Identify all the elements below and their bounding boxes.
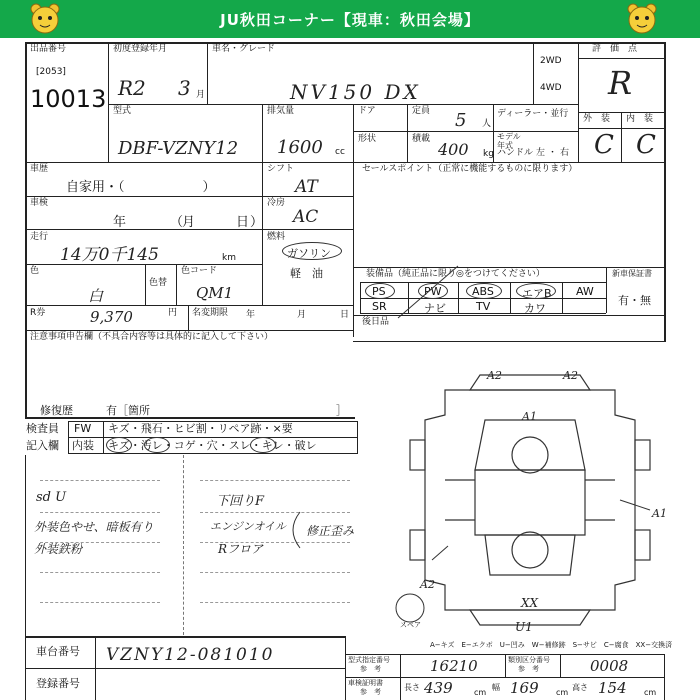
mark-a2-rear-left: A2 <box>420 578 435 591</box>
mark-a1-side: A1 <box>652 507 667 520</box>
chassis-label: 車台番号 <box>36 645 80 658</box>
dims-length: 439 <box>424 679 453 697</box>
equip-leather: カワ <box>524 302 546 315</box>
new-warranty-value: 有・無 <box>618 294 651 307</box>
color-code-label: 色コード <box>181 266 218 276</box>
doors-label: ドア <box>358 106 376 116</box>
lot-label: 出品番号 <box>30 44 67 54</box>
spare-label: スペア <box>400 621 421 629</box>
checks-entry: 記入欄 <box>26 439 59 452</box>
dashed-divider <box>183 455 184 635</box>
ac-label: 冷房 <box>267 198 286 208</box>
note-left-1: sd U <box>36 490 67 505</box>
equip-abs: ABS <box>472 285 494 298</box>
note-right-4: 修正歪み <box>306 524 355 538</box>
inspection-day: 日 <box>236 215 250 230</box>
note-right-1: 下回りF <box>216 494 265 509</box>
color-paint-label: 色替 <box>149 278 168 288</box>
mascot-left-icon <box>28 2 62 36</box>
lot-small-number: [2053] <box>36 67 66 77</box>
equip-airbag-circle <box>516 283 556 299</box>
grade-interior-value: C <box>636 130 656 160</box>
transfer-month: 月 <box>297 310 307 320</box>
handle-right: 右 <box>560 148 570 158</box>
mark-xx-rear: XX <box>521 596 539 610</box>
ac-value: AC <box>293 207 319 227</box>
color-code-value: QM1 <box>196 284 234 302</box>
checks-fw-text: キズ・飛石・ヒビ割・リペア跡・×要 <box>108 422 293 435</box>
equip-airbag: エアB <box>522 287 552 300</box>
checks-fw: FW <box>74 422 92 435</box>
shape-label: 形状 <box>358 134 377 144</box>
recycle-value: 9,370 <box>90 308 133 326</box>
dims-height-label: 高さ <box>572 683 588 692</box>
bracket-mark <box>284 510 306 550</box>
capacity-unit: 人 <box>482 119 492 129</box>
equip-tv: TV <box>476 300 491 313</box>
shift-label: シフト <box>267 164 295 174</box>
new-warranty-label: 新車保証書 <box>612 269 652 278</box>
shift-value: AT <box>295 177 318 197</box>
mileage-value: 14万0千145 <box>60 245 159 265</box>
capacity-label: 定員 <box>412 106 431 116</box>
mark-u1-rear: U1 <box>515 620 533 634</box>
grade-interior-label: 内 装 <box>626 114 654 124</box>
equip-abs-circle <box>466 283 502 299</box>
checks-inspector: 検査員 <box>26 422 59 435</box>
equipment-label: 装備品（純正品に限り◎をつけてください） <box>366 269 545 279</box>
inspection-year: 年 <box>113 215 127 230</box>
dims-width-label: 幅 <box>492 683 500 692</box>
transfer-day: 日 <box>340 310 350 320</box>
mark-a2-front-left: A2 <box>487 369 502 382</box>
dims-height: 154 <box>598 679 627 697</box>
sales-label: セールスポイント（正常に機能するものに限ります） <box>362 164 578 174</box>
equip-sr: SR <box>372 300 387 313</box>
drive-4wd: 4WD <box>540 83 562 93</box>
displacement-label: 排気量 <box>267 106 295 116</box>
load-value: 400 <box>438 140 469 159</box>
note-left-3: 外装鉄粉 <box>34 542 83 556</box>
note-left-2: 外装色やせ、暗板有り <box>34 520 154 534</box>
recycle-label: R券 <box>30 308 46 318</box>
color-value: 白 <box>88 287 104 305</box>
type-number-label: 型式指定番号 <box>348 656 390 664</box>
mascot-right-icon <box>625 2 659 36</box>
equip-ps: PS <box>372 285 386 298</box>
page-title: JU秋田コーナー【現車：秋田会場】 <box>220 11 480 29</box>
load-unit: kg <box>483 149 494 159</box>
type-label: 型式 <box>113 106 132 116</box>
grade-label: 評 価 点 <box>592 44 638 54</box>
handle-left: 左 <box>536 148 546 158</box>
type-value: DBF-VZNY12 <box>118 138 239 159</box>
equip-aw: AW <box>576 285 594 298</box>
rear-seat-label: 後日品 <box>362 317 390 327</box>
model-value: NV150 DX <box>290 80 421 104</box>
history-label: 車歴 <box>30 164 49 174</box>
capacity-value: 5 <box>455 110 467 131</box>
inspection-label: 車検 <box>30 198 49 208</box>
registration-year: R2 <box>118 76 146 100</box>
dealer-label: ディーラー・並行 <box>497 109 569 119</box>
displacement-unit: cc <box>335 147 345 157</box>
repair-label: 修復歴 <box>40 404 73 417</box>
notes-label: 注意事項申告欄（不具合内容等は具体的に記入して下さい） <box>30 332 274 342</box>
inspection-month: 月 <box>182 215 196 230</box>
color-label: 色 <box>30 266 40 276</box>
model-year-label: モデル年式 <box>497 132 521 150</box>
fuel-label: 燃料 <box>267 232 286 242</box>
recycle-unit: 円 <box>168 308 178 318</box>
note-right-2: エンジンオイル <box>210 520 286 533</box>
dims-label: 車検証明書 <box>348 679 383 687</box>
fuel-diesel: 軽 油 <box>290 267 323 280</box>
equipment-slash-mark <box>388 262 468 322</box>
class-number-label: 類別区分番号 <box>508 656 550 664</box>
equip-navi: ナビ <box>424 302 446 315</box>
displacement-value: 1600 <box>277 137 323 158</box>
lot-number: 10013 <box>30 85 107 113</box>
fuel-gas-circle <box>282 242 342 260</box>
equip-pw: PW <box>424 285 442 298</box>
class-number-value: 0008 <box>590 657 629 675</box>
grade-exterior-label: 外 装 <box>583 114 611 124</box>
dims-length-label: 長さ <box>404 683 420 692</box>
registration-label: 初度登録年月 <box>113 44 168 54</box>
dims-width: 169 <box>510 679 539 697</box>
type-number-value: 16210 <box>430 657 478 675</box>
grade-exterior-value: C <box>594 130 614 160</box>
fuel-gas: ガソリン <box>287 247 331 260</box>
handle-label: ハンドル <box>497 148 534 158</box>
mark-a1-hood: A1 <box>522 410 537 423</box>
damage-legend: A−キズ E−エクボ U−凹み W−補修跡 S−サビ C−腐食 XX−交換済 <box>430 641 673 649</box>
mark-a2-front-right: A2 <box>563 369 578 382</box>
note-right-3: Rフロア <box>218 542 264 556</box>
drive-2wd: 2WD <box>540 56 562 66</box>
mileage-unit: km <box>222 253 236 263</box>
repair-value: 有［箇所 <box>106 404 150 417</box>
transfer-year: 年 <box>246 310 256 320</box>
history-value: 自家用・（ ） <box>66 180 216 195</box>
checks-interior: 内装 <box>72 439 94 452</box>
model-label: 車名・グレード <box>212 44 276 54</box>
chassis-value: VZNY12-081010 <box>106 645 275 665</box>
reg-number-label: 登録番号 <box>36 677 80 690</box>
transfer-label: 名変期限 <box>192 308 229 318</box>
mileage-label: 走行 <box>30 232 49 242</box>
grade-value: R <box>608 64 633 102</box>
registration-month-unit: 月 <box>196 90 206 100</box>
load-label: 積載 <box>412 134 431 144</box>
frame-right <box>664 42 666 342</box>
checks-interior-text: キズ・汚レ・コゲ・穴・スレ・キレ・破レ <box>108 439 317 452</box>
registration-month: 3 <box>178 76 191 100</box>
